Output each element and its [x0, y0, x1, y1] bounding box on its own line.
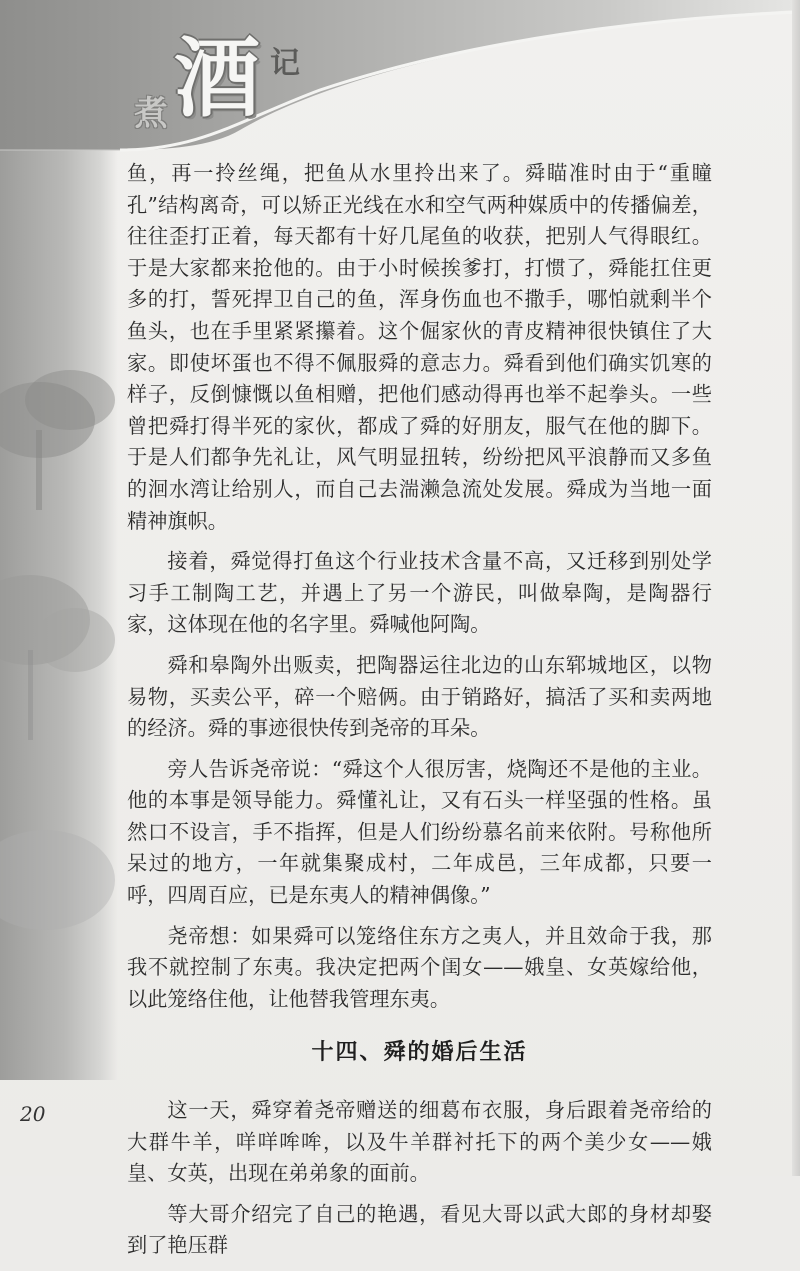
paragraph: 等大哥介绍完了自己的艳遇，看见大哥以武大郎的身材却娶到了艳压群: [127, 1201, 712, 1258]
running-header-title: [118, 28, 318, 134]
header-title-suffix: 记: [270, 46, 300, 81]
paragraph: 鱼，再一拎丝绳，把鱼从水里拎出来了。舜瞄准时由于“重瞳孔”结构离奇，可以矫正光线在水和空气两种媒质中的传播偏差，往往歪打正着，每天都有十好几尾鱼的收获，把别人气得眼红。于是大家都来抢他的。由于小时候挨爹打，打惯了，舜能扛住更多的打，誓死捍卫自己的鱼，浑身伤血也不撒手，哪怕就剩半个鱼头，也在手里紧紧攥着。这个倔家伙的青皮精神很快镇住了大家。即使坏蛋也不得不佩服舜的意志力。舜看到他们确实饥寒的样子，反倒慷慨以鱼相赠，把他们感动得再也举不起拳头。一些曾把舜打得半死的家伙，都成了舜的好朋友，服气在他的脚下。于是人们都争先礼让，风气明显扭转，纷纷把风平浪静而又多鱼的洄水湾让给别人，而自己去湍濑急流处发展。舜成为当地一面精神旗帜。: [127, 161, 712, 533]
paragraph: 舜和皋陶外出贩卖，把陶器运往北边的山东郓城地区，以物易物，买卖公平，碎一个赔俩。由于销路好，搞活了买和卖两地的经济。舜的事迹很快传到尧帝的耳朵。: [127, 652, 712, 741]
header-title-main: 酒: [174, 28, 260, 129]
header-title-prefix: 煮: [134, 94, 168, 134]
paragraph: 这一天，舜穿着尧帝赠送的细葛布衣服，身后跟着尧帝给的大群牛羊，咩咩哞哞，以及牛羊群衬托下的两个美少女——娥皇、女英，出现在弟弟象的面前。: [127, 1098, 712, 1186]
section-heading: 十四、舜的婚后生活: [311, 1039, 528, 1066]
page-right-edge: [792, 0, 800, 1176]
paragraph: 旁人告诉尧帝说：“舜这个人很厉害，烧陶还不是他的主业。他的本事是领导能力。舜懂礼让，又有石头一样坚强的性格。虽然口不设言，手不指挥，但是人们纷纷慕名前来依附。号称他所呆过的地方，一年就集聚成村，二年成邑，三年成都，只要一呼，四周百应，已是东夷人的精神偶像。”: [127, 756, 712, 908]
paragraph: 接着，舜觉得打鱼这个行业技术含量不高，又迁移到别处学习手工制陶工艺，并遇上了另一个游民，叫做皋陶，是陶器行家，这体现在他的名字里。舜喊他阿陶。: [127, 549, 712, 637]
paragraph: 尧帝想：如果舜可以笼络住东方之夷人，并且效命于我，那我不就控制了东夷。我决定把两个闺女——娥皇、女英嫁给他，以此笼络住他，让他替我管理东夷。: [127, 923, 712, 1011]
page-number: 20: [20, 1102, 46, 1126]
body-text: [127, 158, 712, 1271]
